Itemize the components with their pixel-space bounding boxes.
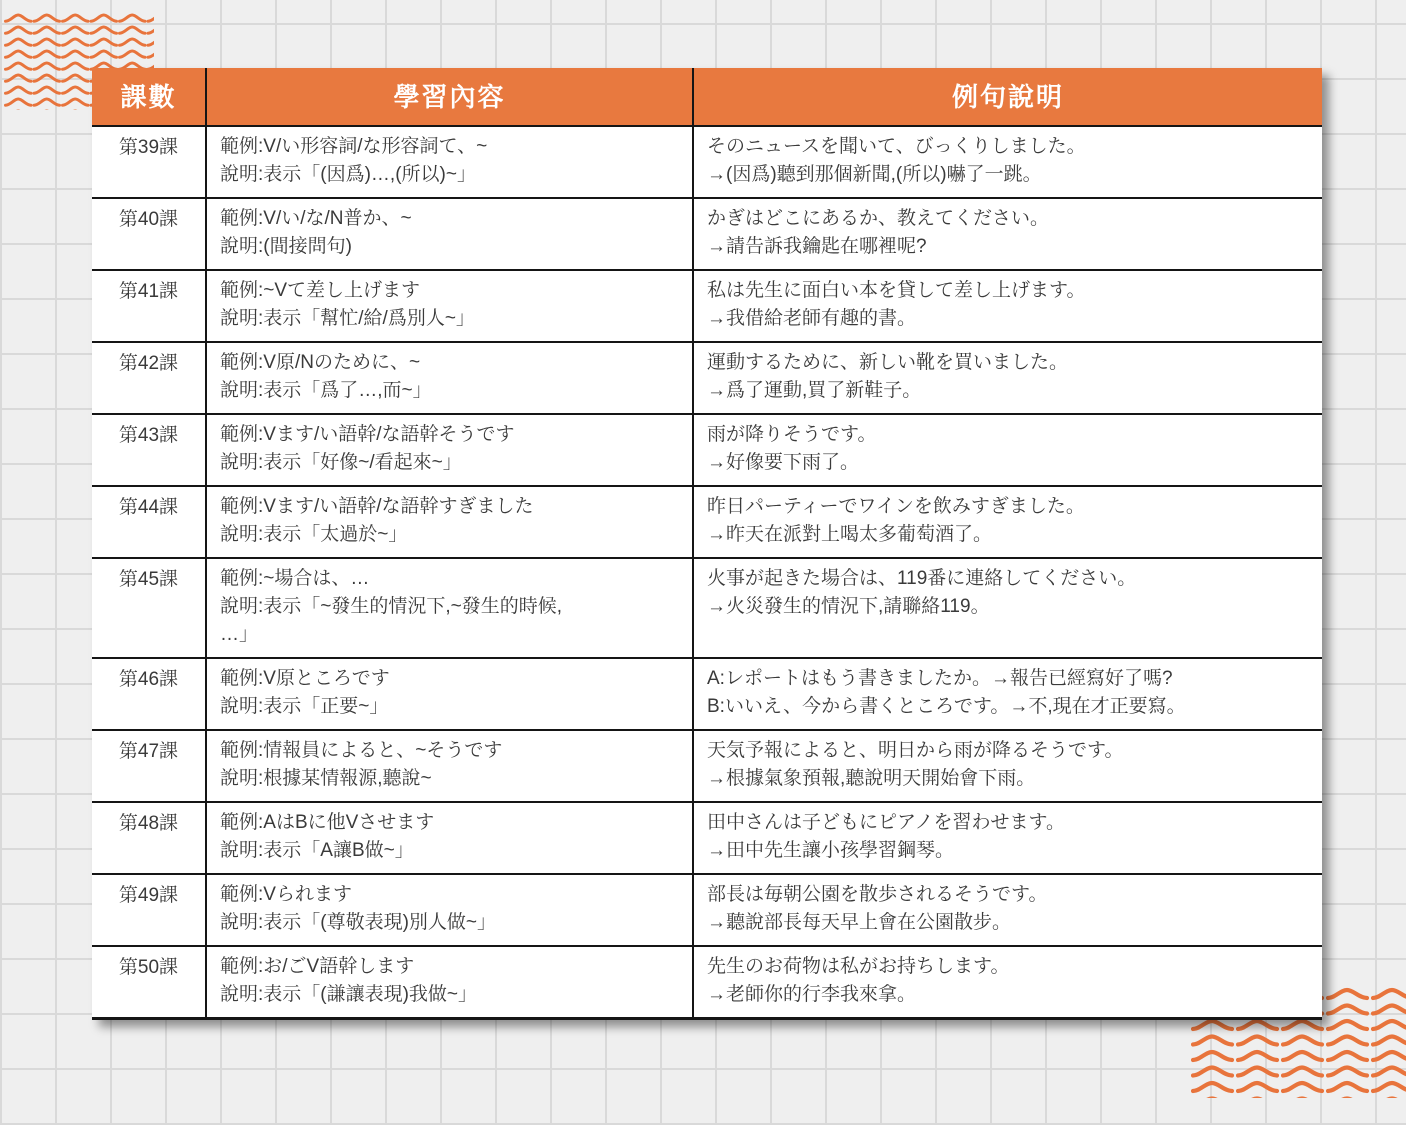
text-line: 說明:(間接問句) — [220, 236, 352, 257]
text-line: 說明:表示「(因爲)…,(所以)~」 — [220, 164, 476, 185]
example-explanation-cell — [692, 341, 1322, 413]
text-line: →(因爲)聽到那個新聞,(所以)嚇了一跳。 — [707, 164, 1042, 185]
text-line: B:いいえ、今から書くところです。→不,現在才正要寫。 — [707, 696, 1186, 717]
text-line: 範例:お/ごV語幹します — [220, 956, 415, 977]
lesson-number-cell: 第40課 — [92, 197, 205, 269]
text-line: 範例:AはBに他Vさせます — [220, 812, 435, 833]
text-line: 範例:情報員によると、~そうです — [220, 740, 503, 761]
text-line: 說明:表示「(謙讓表現)我做~」 — [220, 984, 478, 1005]
example-explanation-cell — [692, 945, 1322, 1017]
learning-content-cell — [205, 197, 692, 269]
learning-content-cell — [205, 657, 692, 729]
learning-content-cell — [205, 557, 692, 657]
learning-content-cell — [205, 729, 692, 801]
lesson-number-cell: 第45課 — [92, 557, 205, 657]
example-explanation-cell — [692, 873, 1322, 945]
text-line: 說明:根據某情報源,聽說~ — [220, 768, 432, 789]
header-example-explanation: 例句說明 — [692, 68, 1322, 125]
learning-content-cell — [205, 873, 692, 945]
learning-content-cell — [205, 269, 692, 341]
example-explanation-cell — [692, 413, 1322, 485]
text-line: 說明:表示「幫忙/給/爲別人~」 — [220, 308, 475, 329]
text-line: 範例:Vられます — [220, 884, 352, 905]
text-line: そのニュースを聞いて、びっくりしました。 — [707, 136, 1086, 157]
text-line: …」 — [220, 624, 259, 645]
example-explanation-cell — [692, 125, 1322, 197]
lesson-number-cell: 第42課 — [92, 341, 205, 413]
header-lesson-number: 課數 — [92, 68, 205, 125]
learning-content-cell — [205, 945, 692, 1017]
text-line: かぎはどこにあるか、教えてください。 — [707, 208, 1050, 229]
lesson-number-cell: 第44課 — [92, 485, 205, 557]
text-line: 範例:V/い形容詞/な形容詞て、~ — [220, 136, 488, 157]
lesson-number-cell: 第50課 — [92, 945, 205, 1017]
text-line: →聽說部長每天早上會在公園散步。 — [707, 912, 1012, 933]
text-line: 範例:~場合は、… — [220, 568, 370, 589]
text-line: 範例:V/い/な/N普か、~ — [220, 208, 412, 229]
text-line: →根據氣象預報,聽說明天開始會下雨。 — [707, 768, 1036, 789]
learning-content-cell — [205, 485, 692, 557]
example-explanation-cell — [692, 269, 1322, 341]
text-line: 說明:表示「好像~/看起來~」 — [220, 452, 462, 473]
example-explanation-cell — [692, 657, 1322, 729]
lesson-number-cell: 第43課 — [92, 413, 205, 485]
text-line: 說明:表示「A讓B做~」 — [220, 840, 414, 861]
text-line: →爲了運動,買了新鞋子。 — [707, 380, 922, 401]
lesson-number-cell: 第41課 — [92, 269, 205, 341]
lesson-number-cell: 第39課 — [92, 125, 205, 197]
text-line: A:レポートはもう書きましたか。→報告已經寫好了嗎? — [707, 668, 1173, 689]
lesson-number-cell: 第48課 — [92, 801, 205, 873]
text-line: 私は先生に面白い本を貸して差し上げます。 — [707, 280, 1086, 301]
text-line: 雨が降りそうです。 — [707, 424, 877, 445]
text-line: 說明:表示「太過於~」 — [220, 524, 408, 545]
text-line: 說明:表示「~發生的情況下,~發生的時候, — [220, 596, 563, 617]
text-line: 部長は毎朝公園を散歩されるそうです。 — [707, 884, 1048, 905]
text-line: 範例:~Vて差し上げます — [220, 280, 421, 301]
text-line: →田中先生讓小孩學習鋼琴。 — [707, 840, 955, 861]
text-line: →老師你的行李我來拿。 — [707, 984, 917, 1005]
example-explanation-cell — [692, 729, 1322, 801]
text-line: 昨日パーティーでワインを飲みすぎました。 — [707, 496, 1085, 517]
text-line: →昨天在派對上喝太多葡萄酒了。 — [707, 524, 993, 545]
text-line: 說明:表示「爲了…,而~」 — [220, 380, 432, 401]
text-line: →好像要下雨了。 — [707, 452, 860, 473]
header-learning-content: 學習內容 — [205, 68, 692, 125]
text-line: 說明:表示「(尊敬表現)別人做~」 — [220, 912, 497, 933]
text-line: →我借給老師有趣的書。 — [707, 308, 917, 329]
example-explanation-cell — [692, 485, 1322, 557]
text-line: 田中さんは子どもにピアノを習わせます。 — [707, 812, 1065, 833]
lesson-number-cell: 第49課 — [92, 873, 205, 945]
text-line: 運動するために、新しい靴を買いました。 — [707, 352, 1069, 373]
text-line: 範例:V原/Nのために、~ — [220, 352, 421, 373]
learning-content-cell — [205, 801, 692, 873]
text-line: →火災發生的情況下,請聯絡119。 — [707, 596, 990, 617]
text-line: 範例:V原ところです — [220, 668, 390, 689]
text-line: 範例:Vます/い語幹/な語幹そうです — [220, 424, 515, 445]
text-line: →請告訴我鑰匙在哪裡呢? — [707, 236, 927, 257]
example-explanation-cell — [692, 197, 1322, 269]
text-line: 火事が起きた場合は、119番に連絡してください。 — [707, 568, 1137, 589]
learning-content-cell — [205, 341, 692, 413]
text-line: 說明:表示「正要~」 — [220, 696, 389, 717]
example-explanation-cell — [692, 557, 1322, 657]
grammar-table — [92, 68, 1322, 1020]
learning-content-cell — [205, 413, 692, 485]
learning-content-cell — [205, 125, 692, 197]
example-explanation-cell — [692, 801, 1322, 873]
text-line: 先生のお荷物は私がお持ちします。 — [707, 956, 1010, 977]
lesson-number-cell: 第46課 — [92, 657, 205, 729]
lesson-number-cell: 第47課 — [92, 729, 205, 801]
text-line: 範例:Vます/い語幹/な語幹すぎました — [220, 496, 534, 517]
text-line: 天気予報によると、明日から雨が降るそうです。 — [707, 740, 1124, 761]
